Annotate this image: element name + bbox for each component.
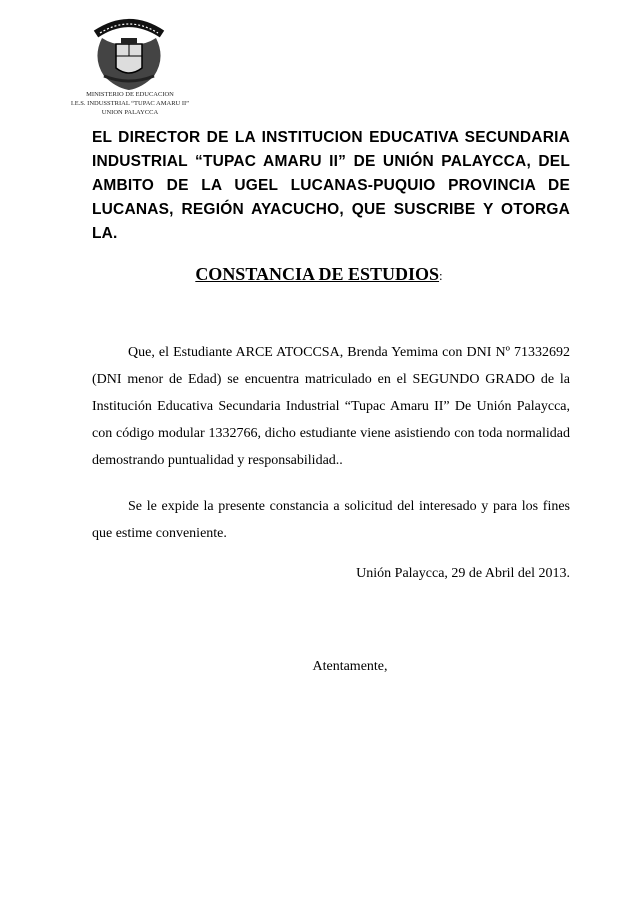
institution-location: UNION PALAYCCA bbox=[101, 109, 159, 116]
institution-name: I.E.S. INDUSSTRIAL “TUPAC AMARU II” bbox=[70, 100, 190, 107]
body-paragraph-2: Se le expide la presente constancia a solicitud del interesado y para los fines que estime conveniente. bbox=[92, 499, 570, 541]
date-line: Unión Palaycca, 29 de Abril del 2013. bbox=[356, 566, 570, 581]
title-colon: : bbox=[439, 268, 443, 283]
document-heading: EL DIRECTOR DE LA INSTITUCION EDUCATIVA SECUNDARIA INDUSTRIAL “TUPAC AMARU II” DE UNIÓN PALAYCCA, DEL AMBITO DE LA UGEL LUCANAS-PUQUIO PROVINCIA DE LUCANAS, REGIÓN AYACUCHO, QUE SUSCRIBE Y OTORGA LA. bbox=[92, 129, 570, 242]
document-title-line bbox=[0, 264, 638, 285]
document-title: CONSTANCIA DE ESTUDIOS bbox=[195, 264, 440, 284]
ministry-name: MINISTERIO DE EDUCACION bbox=[86, 91, 174, 98]
body-paragraph-1: Que, el Estudiante ARCE ATOCCSA, Brenda Yemima con DNI Nº 71332692 (DNI menor de Edad) se encuentra matriculado en el SEGUNDO GRADO de la Institución Educativa Secundaria Industrial “Tupac Amaru II” De Unión Palaycca, con código modular 1332766, dicho estudiante viene asistiendo con toda normalidad demostrando puntualidad y responsabilidad.. bbox=[92, 345, 570, 468]
peru-coat-of-arms-logo bbox=[88, 14, 170, 92]
institution-block bbox=[60, 90, 200, 117]
closing-salutation: Atentamente, bbox=[312, 659, 388, 674]
